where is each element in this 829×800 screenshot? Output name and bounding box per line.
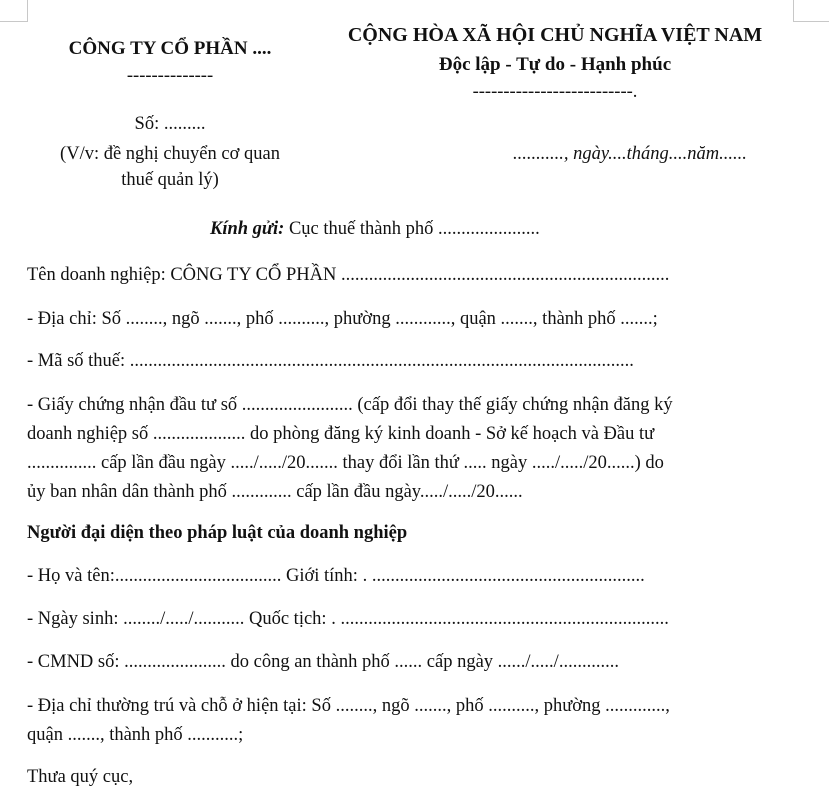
closing-greeting: Thưa quý cục, — [27, 767, 134, 787]
date-line: ..........., ngày....tháng....năm...... — [513, 144, 747, 164]
representative-address-line-1: - Địa chỉ thường trú và chỗ ở hiện tại: Số ........, ngõ ......., phố .........., phường ............., — [27, 696, 670, 716]
national-motto: Độc lập - Tự do - Hạnh phúc — [438, 54, 672, 75]
certificate-line-1: - Giấy chứng nhận đầu tư số ........................ (cấp đổi thay thế giấy chứng nhận đăng ký — [27, 395, 673, 415]
representative-dob-field: - Ngày sinh: ......../...../........... Quốc tịch: . ....................................................................... — [27, 609, 669, 629]
company-address-field: - Địa chỉ: Số ........, ngõ ......., phố .........., phường ............, quận ......., thành phố .......; — [27, 309, 658, 329]
margin-mark-top-right — [793, 0, 829, 22]
company-divider: -------------- — [126, 66, 214, 86]
subject-line-1: (V/v: đề nghị chuyển cơ quan — [60, 144, 280, 164]
document-number: Số: ......... — [134, 114, 206, 134]
certificate-line-2: doanh nghiệp số .................... do phòng đăng ký kinh doanh - Sở kế hoạch và Đầu tư — [27, 424, 655, 444]
representative-name-field: - Họ và tên:.................................... Giới tính: . ........................................................... — [27, 566, 645, 586]
margin-mark-top-left — [0, 0, 28, 22]
national-title: CỘNG HÒA XÃ HỘI CHỦ NGHĨA VIỆT NAM — [347, 24, 763, 46]
company-name: CÔNG TY CỔ PHẦN .... — [68, 38, 272, 59]
addressee-label: Kính gửi: — [210, 219, 285, 239]
certificate-line-3: ............... cấp lần đầu ngày ...../...../20....... thay đổi lần thứ ..... ngày ...../...../20......) do — [27, 453, 664, 473]
representative-id-field: - CMND số: ...................... do công an thành phố ...... cấp ngày ....../...../............. — [27, 652, 619, 672]
subject-line-2: thuế quản lý) — [121, 170, 219, 190]
tax-code-field: - Mã số thuế: ............................................................................................................. — [27, 351, 634, 371]
motto-divider: --------------------------. — [472, 82, 638, 102]
representative-heading: Người đại diện theo pháp luật của doanh nghiệp — [27, 523, 408, 543]
addressee-value: Cục thuế thành phố ...................... — [284, 219, 540, 239]
addressee — [210, 219, 540, 240]
company-name-field: Tên doanh nghiệp: CÔNG TY CỔ PHẦN ....................................................................... — [27, 265, 670, 285]
certificate-line-4: ủy ban nhân dân thành phố ............. cấp lần đầu ngày...../...../20...... — [27, 482, 523, 502]
representative-address-line-2: quận ......., thành phố ...........; — [27, 725, 244, 745]
